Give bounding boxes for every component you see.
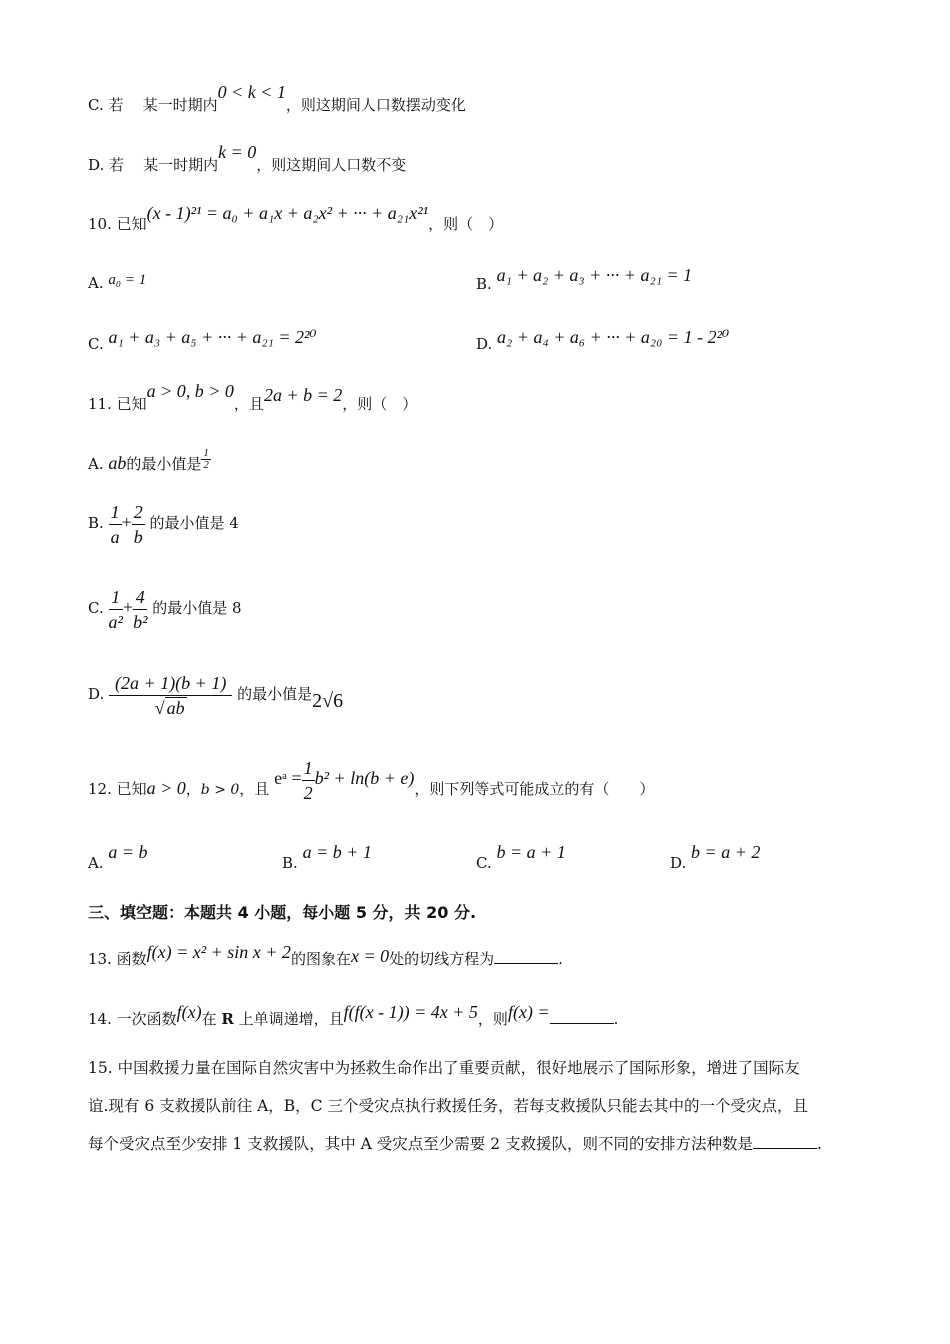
question-math: b > 0 [200, 782, 240, 798]
option-math: a₀ = 1 [108, 272, 147, 288]
fraction-denominator: √ ab [154, 697, 185, 718]
q9-option-d [88, 142, 407, 175]
fraction [109, 585, 123, 634]
q10-option-b [476, 265, 693, 294]
fraction [109, 500, 122, 549]
question-math: (x - 1)²¹ = a₀ + a₁x + a₂x² + ··· + a₂₁x²¹ [146, 203, 429, 223]
option-label: B. [282, 854, 298, 872]
q11-stem [88, 381, 418, 414]
q10-option-d [476, 327, 730, 354]
q12-option-d [670, 842, 761, 873]
q11-option-b: B. $\frac{1}{a}$ + $\frac{2}{b}$ 的最小值是 4 [88, 501, 239, 547]
option-text: ，则这期间人口数不变 [256, 156, 407, 174]
option-label: B. [476, 275, 492, 293]
q9-option-c [88, 82, 466, 115]
fraction-numerator: (2a + 1)(b + 1) [109, 671, 232, 696]
option-label: A. [88, 455, 104, 473]
option-math: b = a + 1 [496, 842, 566, 862]
option-math: a₁ + a₂ + a₃ + ··· + a₂₁ = 1 [496, 265, 693, 285]
question-math: a > 0, b > 0 [146, 381, 234, 401]
question-math: 2a + b = 2 [263, 385, 343, 405]
question-text: . [558, 950, 563, 968]
option-label: C. [88, 599, 104, 617]
q15-line-1: 15. 中国救援力量在国际自然灾害中为拯救生命作出了重要贡献，很好地展示了国际形象，增进了国际友 [88, 1059, 800, 1077]
option-label: C. [88, 335, 104, 353]
q12-stem [88, 757, 655, 816]
option-text: 某一时期内 [142, 96, 218, 114]
question-text: ，且 [239, 780, 270, 798]
option-text: 的最小值是 8 [152, 599, 242, 617]
option-label: B. [88, 514, 104, 532]
question-text: 的图象在 [290, 950, 351, 968]
fraction [302, 756, 315, 805]
option-math: a₂ + a₄ + a₆ + ··· + a₂₀ = 1 - 2²⁰ [497, 327, 730, 347]
q11-option-d [88, 668, 343, 720]
option-math: k = 0 [218, 142, 257, 162]
option-text: 的最小值是 4 [149, 514, 239, 532]
fraction [132, 500, 145, 549]
fraction-numerator: 1 [203, 446, 209, 459]
fraction [109, 671, 232, 720]
section-title: 三、填空题：本题共 4 小题，每小题 5 分，共 20 分. [88, 903, 477, 922]
q10-option-c [88, 327, 317, 354]
question-text: ，且 [233, 395, 264, 413]
q15-line-3 [88, 1134, 822, 1154]
option-label: A. [88, 854, 104, 872]
question-text: . [816, 1135, 822, 1153]
question-text: ，则下列等式可能成立的有（ ） [414, 780, 655, 798]
question-text: ，则（ ） [428, 215, 504, 233]
fraction [133, 585, 147, 634]
option-text: ，则这期间人口数摆动变化 [285, 96, 466, 114]
question-math: f(x) = x² + sin x + 2 [146, 942, 291, 962]
question-math: f(f(x - 1)) = 4x + 5 [343, 1002, 478, 1022]
answer-blank[interactable] [550, 1009, 614, 1024]
option-text: 的最小值是 [237, 685, 313, 703]
fraction-denominator: a [110, 526, 120, 547]
equation-left: eᵃ = [274, 768, 302, 788]
option-label: A. [88, 274, 104, 292]
q14-stem [88, 1002, 619, 1029]
q12-option-a [88, 842, 148, 873]
q15-line-2: 谊.现有 6 支救援队前往 A，B，C 三个受灾点执行救援任务，若每支救援队只能去其中的一个受灾点，且 [88, 1097, 808, 1115]
option-math: 2√6 [312, 690, 344, 712]
q12-option-c [476, 842, 566, 873]
option-text: 的最小值是 [126, 455, 202, 473]
option-label: D. 若 [88, 156, 125, 174]
radicand: ab [166, 697, 185, 718]
question-number: 11. 已知 [88, 395, 147, 413]
fraction-half [201, 448, 211, 471]
option-math: a₁ + a₃ + a₅ + ··· + a₂₁ = 2²⁰ [108, 327, 317, 347]
question-text: 每个受灾点至少安排 1 支救援队，其中 A 受灾点至少需要 2 支救援队，则不同的安排方法种数是 [88, 1135, 753, 1153]
option-label: D. [88, 685, 105, 703]
fraction-numerator: 4 [133, 585, 147, 610]
question-math: f(x) = [507, 1002, 550, 1022]
fraction-denominator: 2 [303, 782, 313, 803]
q12-option-b [282, 842, 372, 873]
question-number: 14. 一次函数 [88, 1010, 177, 1028]
question-text: 处的切线方程为 [389, 950, 495, 968]
option-label: C. 若 [88, 96, 124, 114]
q11-option-c: C. $\frac{1}{\text{a²}}$ + $\frac{4}{\text{b²}}$ 的最小值是 8 [88, 586, 242, 632]
question-text: . [613, 1010, 619, 1028]
fraction-denominator: b² [133, 611, 148, 632]
fraction-numerator: 1 [302, 756, 315, 781]
fraction-numerator: 2 [132, 500, 145, 525]
option-label: C. [476, 854, 492, 872]
q13-stem [88, 942, 563, 969]
question-text: 在 [201, 1010, 217, 1028]
question-text: ，则 [477, 1010, 508, 1028]
option-math: ab [108, 453, 127, 473]
option-math: b = a + 2 [691, 842, 761, 862]
q10-stem [88, 203, 504, 234]
option-text: 某一时期内 [143, 156, 219, 174]
option-label: D. [670, 854, 687, 872]
equation-right: b² + ln(b + e) [314, 768, 415, 788]
question-math: x = 0 [350, 946, 390, 966]
question-text: ，则（ ） [342, 395, 418, 413]
answer-blank[interactable] [494, 949, 558, 964]
question-math: f(x) [176, 1002, 202, 1022]
question-math: a > 0 [146, 778, 186, 798]
question-text: 上单调递增，且 [238, 1010, 344, 1028]
question-text: ， [185, 780, 201, 798]
option-math: a = b [108, 842, 148, 862]
option-math: 0 < k < 1 [217, 82, 286, 102]
fraction-denominator: b [133, 526, 143, 547]
fraction-denominator: a² [108, 611, 123, 632]
fraction-numerator: 1 [109, 585, 123, 610]
answer-blank[interactable] [753, 1134, 817, 1149]
question-number: 10. 已知 [88, 215, 147, 233]
q10-option-a [88, 273, 146, 294]
fraction-denominator: 2 [203, 458, 209, 471]
option-label: D. [476, 335, 493, 353]
q11-option-a [88, 446, 211, 481]
question-number: 12. 已知 [88, 780, 147, 798]
option-math: a = b + 1 [302, 842, 372, 862]
question-number: 13. 函数 [88, 950, 147, 968]
fraction-numerator: 1 [109, 500, 122, 525]
set-symbol: R [221, 1010, 234, 1028]
